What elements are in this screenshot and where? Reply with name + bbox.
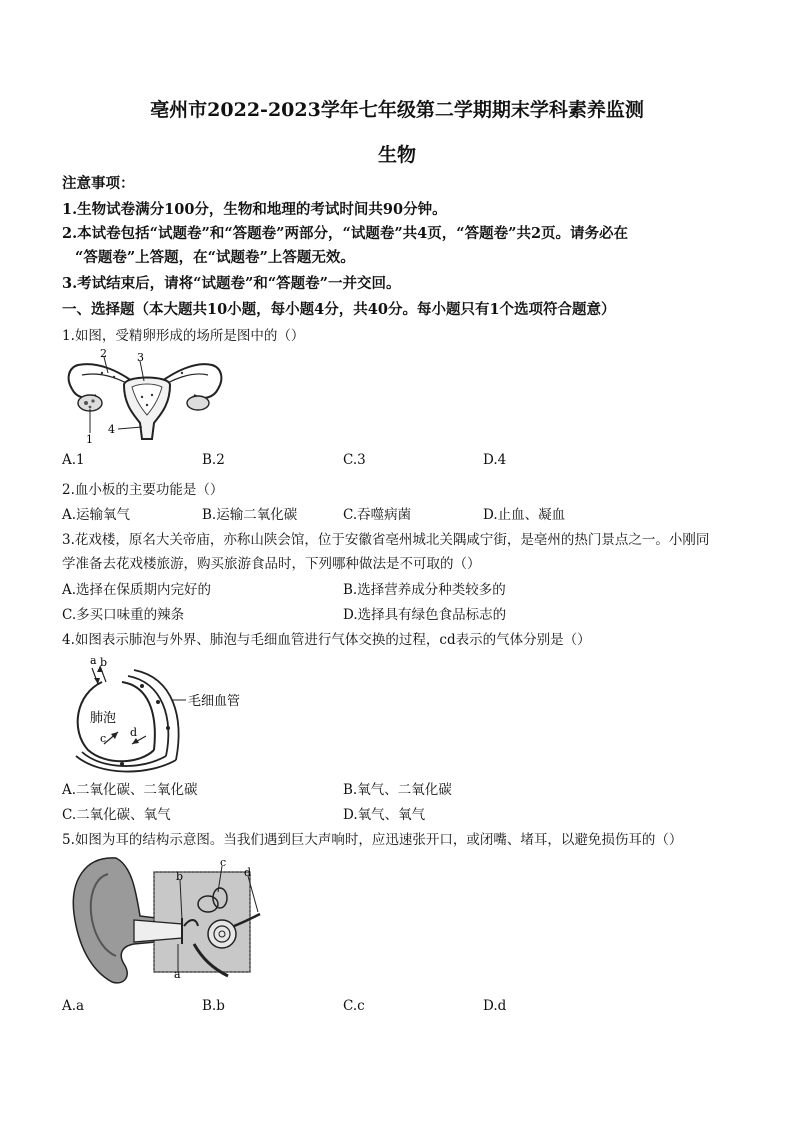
q4-option-a[interactable]: A.二氧化碳、二氧化碳	[62, 782, 198, 798]
section-heading: 一、选择题（本大题共10小题，每小题4分，共40分。每小题只有1个选项符合题意）	[62, 301, 616, 318]
q1-stem: 1.如图，受精卵形成的场所是图中的（）	[62, 328, 305, 344]
q4-label-b: b	[100, 656, 108, 669]
q1-option-a[interactable]: A.1	[62, 452, 85, 468]
q1-option-b[interactable]: B.2	[202, 452, 225, 468]
q5-option-d[interactable]: D.d	[483, 998, 507, 1014]
q1-option-c[interactable]: C.3	[343, 452, 366, 468]
q3-option-c[interactable]: C.多买口味重的辣条	[62, 607, 185, 623]
q5-option-b[interactable]: B.b	[202, 998, 225, 1014]
q4-label-c: c	[100, 732, 107, 745]
q5-stem: 5.如图为耳的结构示意图。当我们遇到巨大声响时，应迅速张开口，或闭嘴、堵耳，以避免损伤耳的（）	[62, 832, 683, 848]
q2-option-b[interactable]: B.运输二氧化碳	[202, 507, 298, 523]
q4-option-d[interactable]: D.氧气、氧气	[343, 807, 426, 823]
q5-label-b: b	[176, 870, 184, 883]
note-1: 1.生物试卷满分100分，生物和地理的考试时间共90分钟。	[62, 201, 447, 218]
q4-option-b[interactable]: B.氧气、二氧化碳	[343, 782, 452, 798]
q4-label-d: d	[130, 726, 138, 739]
note-2a: 2.本试卷包括“试题卷”和“答题卷”两部分，“试题卷”共4页，“答题卷”共2页。请务必在	[62, 225, 629, 242]
q4-stem: 4.如图表示肺泡与外界、肺泡与毛细血管进行气体交换的过程，cd表示的气体分别是（）	[62, 632, 591, 648]
q3-stem-line2: 学准备去花戏楼旅游，购买旅游食品时，下列哪种做法是不可取的（）	[62, 556, 481, 572]
q2-option-c[interactable]: C.吞噬病菌	[343, 507, 412, 523]
subject-title: 生物	[377, 144, 416, 166]
note-2b: “答题卷”上答题，在“试题卷”上答题无效。	[75, 249, 355, 266]
q2-stem: 2.血小板的主要功能是（）	[62, 482, 224, 498]
exam-title: 亳州市2022-2023学年七年级第二学期期末学科素养监测	[150, 99, 644, 121]
q5-option-c[interactable]: C.c	[343, 998, 365, 1014]
uterus-diagram	[62, 343, 227, 445]
q2-option-a[interactable]: A.运输氧气	[62, 507, 131, 523]
q1-option-d[interactable]: D.4	[483, 452, 507, 468]
q4-label-a: a	[90, 654, 97, 667]
notes-heading: 注意事项：	[62, 175, 135, 192]
note-3: 3.考试结束后，请将“试题卷”和“答题卷”一并交回。	[62, 275, 401, 292]
q3-option-a[interactable]: A.选择在保质期内完好的	[62, 582, 212, 598]
q5-label-a: a	[174, 968, 181, 981]
q5-option-a[interactable]: A.a	[62, 998, 85, 1014]
q4-label-alveolus: 肺泡	[90, 711, 117, 726]
q2-option-d[interactable]: D.止血、凝血	[483, 507, 566, 523]
q1-label-3: 3	[137, 351, 144, 364]
q3-stem-line1: 3.花戏楼，原名大关帝庙，亦称山陕会馆，位于安徽省亳州城北关隅咸宁街，是亳州的热门景点之一。小刚同	[62, 532, 710, 548]
alveolus-diagram	[62, 652, 262, 770]
q3-option-d[interactable]: D.选择具有绿色食品标志的	[343, 607, 507, 623]
q1-label-2: 2	[100, 347, 107, 360]
q1-label-4: 4	[108, 423, 115, 436]
q3-option-b[interactable]: B.选择营养成分种类较多的	[343, 582, 506, 598]
ear-diagram	[62, 852, 267, 987]
q1-label-1: 1	[86, 433, 93, 446]
q4-label-capillary: 毛细血管	[188, 694, 241, 709]
q4-option-c[interactable]: C.二氧化碳、氧气	[62, 807, 171, 823]
q5-label-c: c	[220, 856, 227, 869]
q5-label-d: d	[244, 866, 252, 879]
